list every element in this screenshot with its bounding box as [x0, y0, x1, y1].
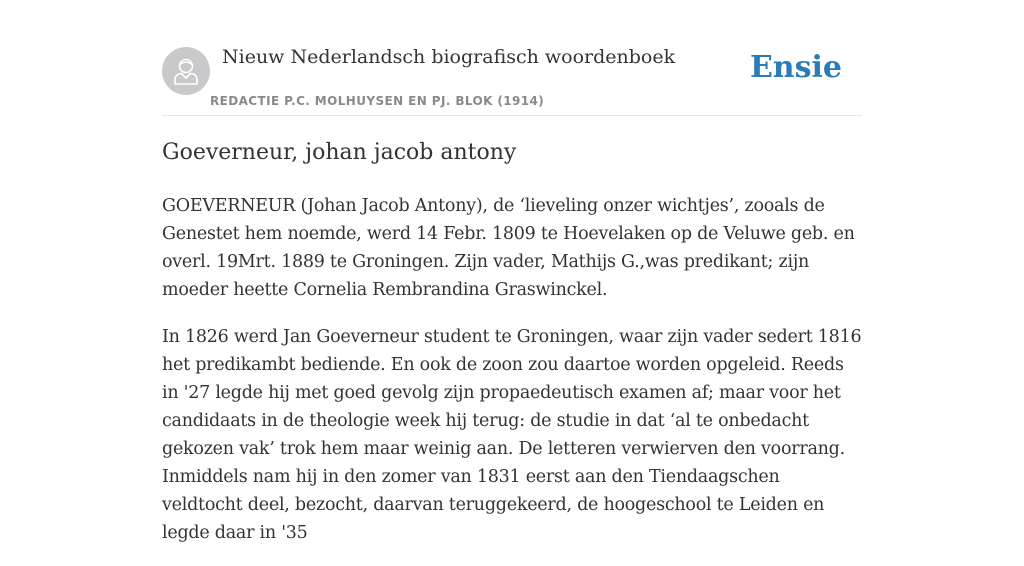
entry-paragraph: GOEVERNEUR (Johan Jacob Antony), de ‘lieveling onzer wichtjes’, zooals de Genestet hem noemde, werd 14 Febr. 1809 te Hoevelaken op de Veluwe geb. en overl. 19Mrt. 1889 te Groningen. Zijn vader, Mathijs G.,was predikant; zijn moeder heette Cornelia Rembrandina Graswinckel. — [162, 196, 855, 300]
brand-logo[interactable]: Ensie — [749, 50, 842, 85]
avatar[interactable] — [162, 47, 210, 95]
book-editors: REDACTIE P.C. MOLHUYSEN EN PJ. BLOK (1914) — [210, 94, 545, 108]
user-icon — [173, 57, 199, 85]
entry-body — [162, 192, 862, 566]
entry-paragraph: In 1826 werd Jan Goeverneur student te Groningen, waar zijn vader sedert 1816 het predikambt bediende. En ook de zoon zou daartoe worden opgeleid. Reeds in '27 legde hij met goed gevolg zijn propaedeutisch examen af; maar voor het candidaats in de theologie week hij terug: de studie in dat ‘al te onbedacht gekozen vak’ trok hem maar weinig aan. De letteren verwierven den voorrang. Inmiddels nam hij in den zomer van 1831 eerst aan den Tiendaagschen veldtocht deel, bezocht, daarvan teruggekeerd, de hoogeschool te Leiden en legde daar in '35 — [162, 327, 862, 543]
book-title[interactable]: Nieuw Nederlandsch biografisch woordenboek — [222, 46, 676, 68]
entry-title: Goeverneur, johan jacob antony — [162, 140, 517, 165]
book-header — [162, 40, 862, 116]
